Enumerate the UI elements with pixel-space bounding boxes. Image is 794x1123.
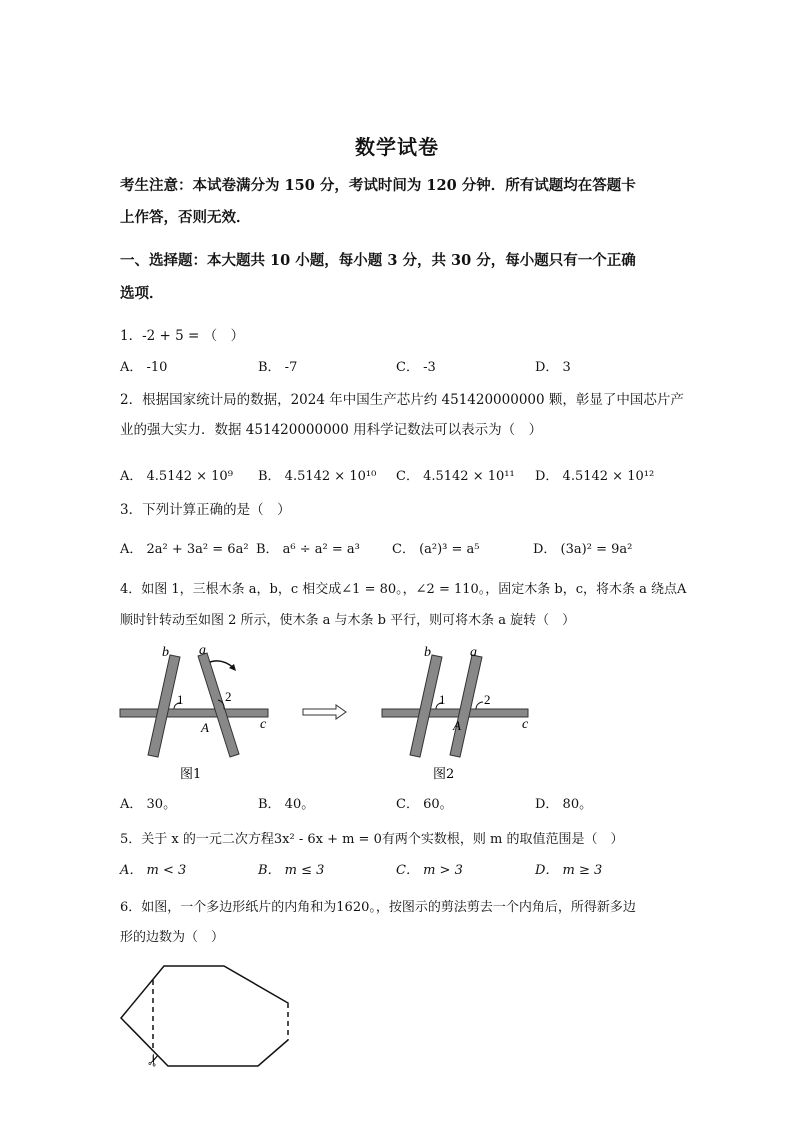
question-6-line-2: 形的边数为（ ）: [120, 930, 225, 945]
fig2-label-1: 1: [439, 692, 446, 707]
fig1-label-1: 1: [177, 692, 184, 707]
q3-option-a: A． 2a² + 3a² = 6a²: [120, 542, 249, 557]
fig2-label-2: 2: [484, 692, 491, 707]
q4-figure: [110, 640, 550, 785]
page-title: 数学试卷: [355, 135, 439, 159]
q1-option-d: D． 3: [535, 360, 571, 375]
q5-option-b: B． m ≤ 3: [258, 863, 325, 878]
q4-option-a: A． 30。: [120, 797, 177, 812]
q1-option-b: B． -7: [258, 360, 298, 375]
scissors-icon: ✂: [142, 1050, 166, 1070]
q4-option-d: D． 80。: [535, 797, 593, 812]
q3-option-d: D． (3a)² = 9a²: [533, 542, 633, 557]
fig2-stick-c: [382, 709, 528, 717]
notice-line-1: 考生注意：本试卷满分为 150 分，考试时间为 120 分钟．所有试题均在答题卡: [120, 177, 636, 194]
q5-option-a: A． m < 3: [120, 863, 187, 878]
q2-option-a: A． 4.5142 × 10⁹: [120, 469, 233, 484]
fig2-caption: 图2: [433, 767, 455, 782]
section-heading-line-2: 选项．: [120, 285, 164, 302]
fig1-label-c: c: [260, 717, 267, 732]
figure-2: [382, 645, 529, 782]
fig1-label-2: 2: [225, 689, 232, 704]
figure-1: [120, 643, 268, 782]
q5-option-d: D． m ≥ 3: [535, 863, 603, 878]
q6-polygon-figure: [112, 958, 302, 1073]
fig1-label-A: A: [201, 720, 209, 735]
q1-option-a: A． -10: [120, 360, 168, 375]
q3-option-b: B． a⁶ ÷ a² = a³: [256, 542, 360, 557]
question-4-line-1: 4．如图 1，三根木条 a，b，c 相交成∠1 = 80。，∠2 = 110。，固定木条 b，c，将木条 a 绕点A: [120, 582, 687, 597]
q2-option-b: B． 4.5142 × 10¹⁰: [258, 469, 377, 484]
transition-arrow: [303, 705, 346, 719]
notice-line-2: 上作答，否则无效．: [120, 209, 251, 226]
question-1: 1．-2 + 5 = （ ）: [120, 328, 245, 344]
question-3: 3．下列计算正确的是（ ）: [120, 502, 291, 518]
fig1-label-a: a: [199, 643, 206, 658]
fig2-angle-2-arc: [476, 702, 483, 709]
q5-option-c: C． m > 3: [396, 863, 463, 878]
fig2-label-A: A: [453, 718, 461, 733]
q2-option-c: C． 4.5142 × 10¹¹: [396, 469, 515, 484]
fig2-label-a: a: [470, 645, 477, 660]
fig2-label-b: b: [424, 645, 431, 660]
question-2-line-2: 业的强大实力．数据 451420000000 用科学记数法可以表示为（ ）: [120, 422, 543, 438]
question-5: 5．关于 x 的一元二次方程3x² - 6x + m = 0有两个实数根，则 m 的取值范围是（ ）: [120, 832, 624, 847]
polygon-outline: [121, 966, 288, 1066]
question-2-line-1: 2．根据国家统计局的数据，2024 年中国生产芯片约 451420000000 颗，彰显了中国芯片产: [120, 392, 684, 408]
q2-option-d: D． 4.5142 × 10¹²: [535, 469, 655, 484]
q4-option-b: B． 40。: [258, 797, 315, 812]
fig1-stick-c: [120, 709, 268, 717]
q3-option-c: C． (a²)³ = a⁵: [392, 542, 480, 557]
question-6-line-1: 6．如图，一个多边形纸片的内角和为1620。，按图示的剪法剪去一个内角后，所得新多边: [120, 900, 636, 915]
q4-option-c: C． 60。: [396, 797, 453, 812]
fig1-label-b: b: [162, 645, 169, 660]
section-heading-line-1: 一、选择题：本大题共 10 小题，每小题 3 分，共 30 分，每小题只有一个正确: [120, 252, 636, 269]
fig1-caption: 图1: [180, 767, 202, 782]
fig2-label-c: c: [522, 717, 529, 732]
question-4-line-2: 顺时针转动至如图 2 所示，使木条 a 与木条 b 平行，则可将木条 a 旋转（ ）: [120, 613, 576, 628]
q1-option-c: C． -3: [396, 360, 436, 375]
